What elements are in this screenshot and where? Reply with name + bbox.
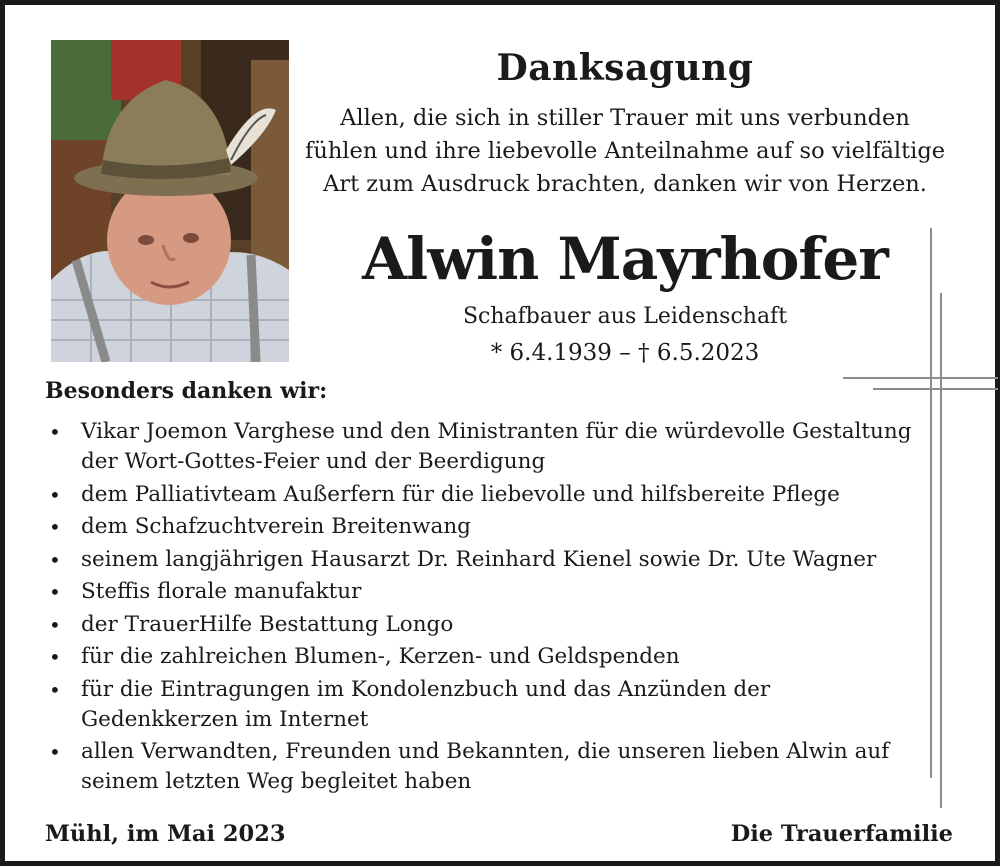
list-item xyxy=(45,737,925,797)
list-item-text: Steffis florale manufaktur xyxy=(81,579,362,604)
list-item xyxy=(45,642,925,672)
intro-line: Allen, die sich in stiller Trauer mit uns verbunden xyxy=(340,105,910,131)
bullet: • xyxy=(49,547,61,572)
deceased-name: Alwin Mayrhofer xyxy=(362,225,888,293)
bullet: • xyxy=(49,515,61,539)
list-item xyxy=(45,545,925,575)
list-item-text: dem Palliativteam Außerfern für die liebevolle und hilfsbereite Pflege xyxy=(81,481,840,507)
list-item xyxy=(45,512,925,542)
list-item xyxy=(45,417,925,477)
thanks-list xyxy=(45,417,925,800)
bullet: • xyxy=(49,612,61,637)
list-item xyxy=(45,577,925,607)
intro-line: Art zum Ausdruck brachten, danken wir von Herzen. xyxy=(323,171,927,197)
list-item-text: für die zahlreichen Blumen-, Kerzen- und Geldspenden xyxy=(81,644,680,669)
list-item-text: der TrauerHilfe Bestattung Longo xyxy=(81,611,454,637)
life-dates: * 6.4.1939 – † 6.5.2023 xyxy=(490,340,760,366)
heading: Danksagung xyxy=(496,47,754,89)
subtitle: Schafbauer aus Leidenschaft xyxy=(462,304,788,329)
intro-text xyxy=(305,102,945,201)
list-item-text: für die Eintragungen im Kondolenzbuch und das Anzünden der Gedenkkerzen im Internet xyxy=(81,676,771,732)
bullet: • xyxy=(49,677,61,702)
place-date: Mühl, im Mai 2023 xyxy=(45,821,286,847)
list-item-text: seinem langjährigen Hausarzt Dr. Reinhard Kienel sowie Dr. Ute Wagner xyxy=(81,546,877,572)
list-item xyxy=(45,675,925,735)
list-item-text: dem Schafzuchtverein Breitenwang xyxy=(81,514,471,539)
portrait-photo xyxy=(51,40,289,362)
bullet: • xyxy=(49,645,61,669)
list-item xyxy=(45,610,925,640)
list-item-text: allen Verwandten, Freunden und Bekannten, die unseren lieben Alwin auf seinem letzten Weg begleitet haben xyxy=(81,739,890,794)
bullet: • xyxy=(49,420,61,444)
list-item-text: Vikar Joemon Varghese und den Ministranten für die würdevolle Gestaltung der Wort-Gottes-Feier und der Beerdigung xyxy=(81,419,912,474)
bullet: • xyxy=(49,580,61,604)
bullet: • xyxy=(49,482,61,507)
signature: Die Trauerfamilie xyxy=(730,821,953,847)
thanks-heading: Besonders danken wir: xyxy=(45,378,328,404)
intro-line: fühlen und ihre liebevolle Anteilnahme auf so vielfältige xyxy=(305,138,946,164)
bullet: • xyxy=(49,740,61,764)
list-item xyxy=(45,480,925,510)
